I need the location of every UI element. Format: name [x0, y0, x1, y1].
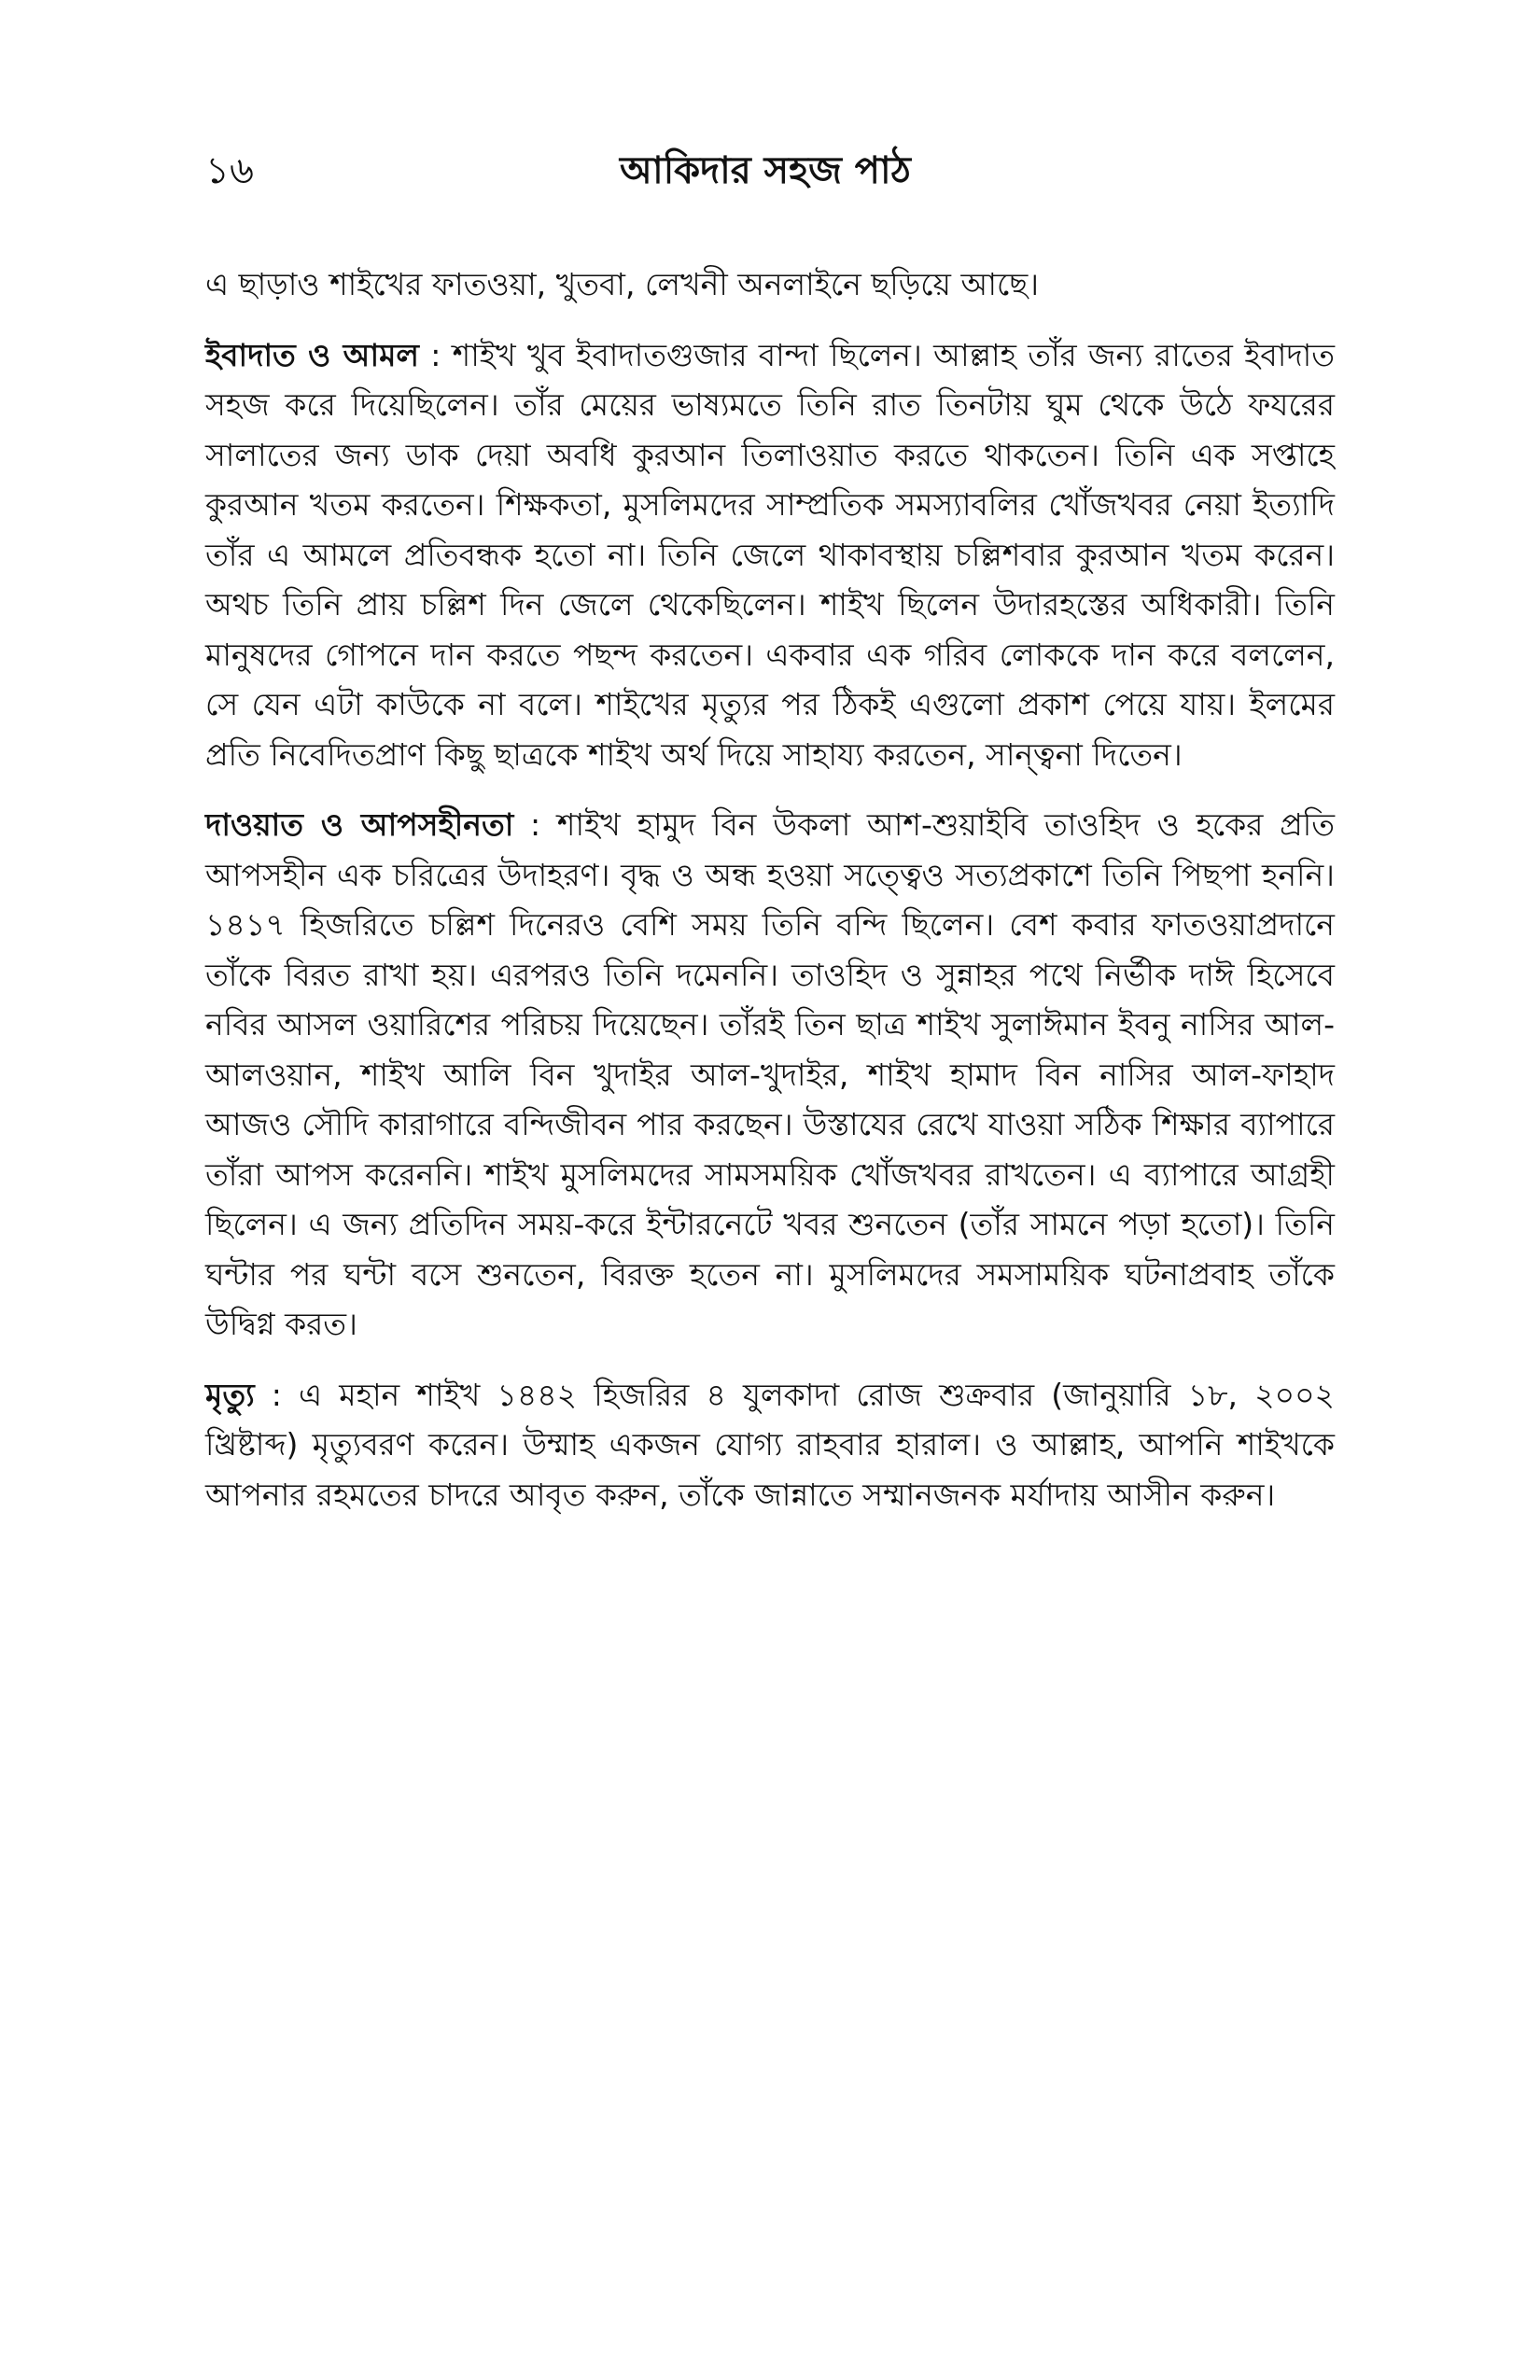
- paragraph-text: এ ছাড়াও শাইখের ফাতওয়া, খুতবা, লেখনী অনলাইনে ছড়িয়ে আছে।: [205, 266, 1040, 302]
- paragraph-intro: [205, 259, 1335, 310]
- section-heading-death: মৃত্যু: [205, 1376, 255, 1413]
- paragraph-text: : শাইখ খুব ইবাদাতগুজার বান্দা ছিলেন। আল্লাহ তাঁর জন্য রাতের ইবাদাত সহজ করে দিয়েছিলেন। তাঁর মেয়ের ভাষ্যমতে তিনি রাত তিনটায় ঘুম থেকে উঠে ফযরের সালাতের জন্য ডাক দেয়া অবধি কুরআন তিলাওয়াত করতে থাকতেন। তিনি এক সপ্তাহে কুরআন খতম করতেন। শিক্ষকতা, মুসলিমদের সাম্প্রতিক সমস্যাবলির খোঁজখবর নেয়া ইত্যাদি তাঁর এ আমলে প্রতিবন্ধক হতো না। তিনি জেলে থাকাবস্থায় চল্লিশবার কুরআন খতম করেন। অথচ তিনি প্রায় চল্লিশ দিন জেলে থেকেছিলেন। শাইখ ছিলেন উদারহস্তের অধিকারী। তিনি মানুষদের গোপনে দান করতে পছন্দ করতেন। একবার এক গরিব লোককে দান করে বললেন, সে যেন এটা কাউকে না বলে। শাইখের মৃত্যুর পর ঠিকই এগুলো প্রকাশ পেয়ে যায়। ইলমের প্রতি নিবেদিতপ্রাণ কিছু ছাত্রকে শাইখ অর্থ দিয়ে সাহায্য করতেন, সান্ত্বনা দিতেন।: [205, 336, 1335, 773]
- paragraph-text: : এ মহান শাইখ ১৪৪২ হিজরির ৪ যুলকাদা রোজ শুক্রবার (জানুয়ারি ১৮, ২০০২ খ্রিষ্টাব্দ) মৃত্যুবরণ করেন। উম্মাহ একজন যোগ্য রাহবার হারাল। ও আল্লাহ, আপনি শাইখকে আপনার রহমতের চাদরে আবৃত করুন, তাঁকে জান্নাতে সম্মানজনক মর্যাদায় আসীন করুন।: [205, 1376, 1335, 1513]
- page-header: [205, 140, 1325, 205]
- running-title: আকিদার সহজ পাঠ: [620, 149, 911, 192]
- page-number: ১৬: [205, 149, 254, 192]
- paragraph-death: [205, 1370, 1335, 1520]
- section-heading-dawat: দাওয়াত ও আপসহীনতা: [205, 806, 514, 843]
- paragraph-ibadat: [205, 330, 1335, 780]
- paragraph-dawat: [205, 800, 1335, 1350]
- page-body: [205, 259, 1335, 1540]
- paragraph-text: : শাইখ হামুদ বিন উকলা আশ-শুয়াইবি তাওহিদ ও হকের প্রতি আপসহীন এক চরিত্রের উদাহরণ। বৃদ্ধ ও অন্ধ হওয়া সত্ত্বেও সত্যপ্রকাশে তিনি পিছপা হননি। ১৪১৭ হিজরিতে চল্লিশ দিনেরও বেশি সময় তিনি বন্দি ছিলেন। বেশ কবার ফাতওয়াপ্রদানে তাঁকে বিরত রাখা হয়। এরপরও তিনি দমেননি। তাওহিদ ও সুন্নাহর পথে নির্ভীক দাঈ হিসেবে নবির আসল ওয়ারিশের পরিচয় দিয়েছেন। তাঁরই তিন ছাত্র শাইখ সুলাঈমান ইবনু নাসির আল-আলওয়ান, শাইখ আলি বিন খুদাইর আল-খুদাইর, শাইখ হামাদ বিন নাসির আল-ফাহাদ আজও সৌদি কারাগারে বন্দিজীবন পার করছেন। উস্তাযের রেখে যাওয়া সঠিক শিক্ষার ব্যাপারে তাঁরা আপস করেননি। শাইখ মুসলিমদের সামসময়িক খোঁজখবর রাখতেন। এ ব্যাপারে আগ্রহী ছিলেন। এ জন্য প্রতিদিন সময়-করে ইন্টারনেটে খবর শুনতেন (তাঁর সামনে পড়া হতো)। তিনি ঘন্টার পর ঘন্টা বসে শুনতেন, বিরক্ত হতেন না। মুসলিমদের সমসাময়িক ঘটনাপ্রবাহ তাঁকে উদ্বিগ্ন করত।: [205, 806, 1335, 1342]
- section-heading-ibadat: ইবাদাত ও আমল: [205, 336, 420, 373]
